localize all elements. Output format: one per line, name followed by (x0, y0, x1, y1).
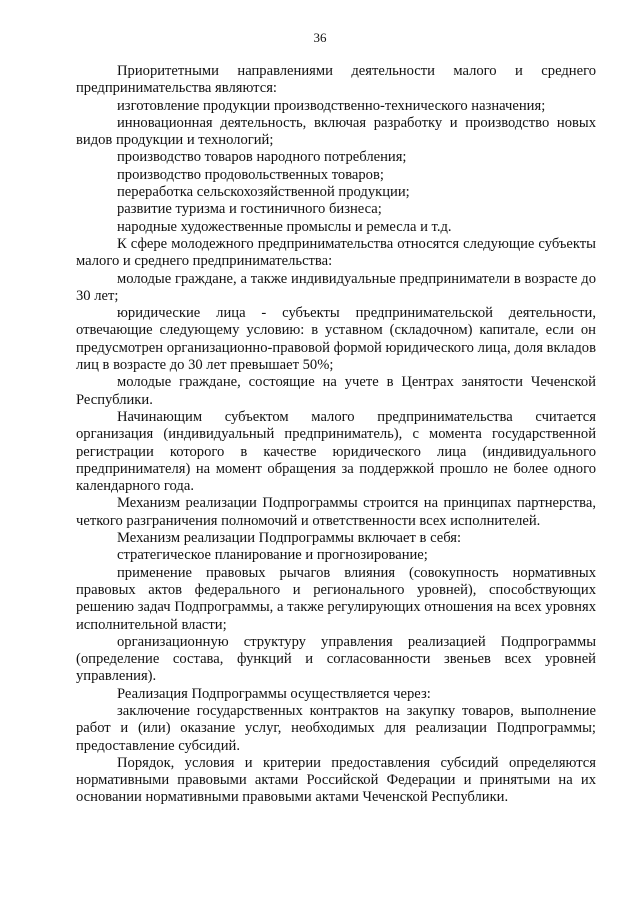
list-item-employment-centers: молодые граждане, состоящие на учете в Центрах занятости Чеченской Республики. (76, 374, 596, 408)
list-item-food-products: производство продовольственных товаров; (117, 166, 384, 183)
list-item-legal-entities: юридические лица - субъекты предпринимательской деятельности, отвечающие следующему условию: в уставном (складочном) капитале, если он предусмотрен организационно-правовой формой юридического лица, доля вкладов лиц в возрасте до 30 лет превышает 50%; (76, 305, 596, 374)
list-item-legal-levers: применение правовых рычагов влияния (совокупность нормативных правовых актов федерального и регионального уровней), способствующих решению задач Подпрограммы, а также регулирующих отношения на всех уровнях исполнительной власти; (76, 564, 596, 633)
list-item-consumer-goods: производство товаров народного потребления; (117, 149, 407, 166)
list-item-state-contracts: заключение государственных контрактов на закупку товаров, выполнение работ и (или) оказание услуг, необходимых для реализации Подпрограммы; предоставление субсидий. (76, 702, 596, 754)
paragraph-youth-entrepreneurship: К сфере молодежного предпринимательства относятся следующие субъекты малого и среднего предпринимательства: (76, 235, 596, 270)
document-body (76, 63, 596, 807)
list-item-strategic-planning: стратегическое планирование и прогнозирование; (117, 547, 428, 564)
list-item-industrial-products: изготовление продукции производственно-технического назначения; (117, 97, 546, 114)
paragraph-mechanism-principles: Механизм реализации Подпрограммы строится на принципах партнерства, четкого разграничения полномочий и ответственности всех исполнителей. (76, 495, 596, 529)
list-item-tourism: развитие туризма и гостиничного бизнеса; (117, 201, 382, 218)
list-item-folk-crafts: народные художественные промыслы и ремесла и т.д. (117, 218, 452, 235)
paragraph-startup-definition: Начинающим субъектом малого предпринимательства считается организация (индивидуальный предприниматель), с момента государственной регистрации которого в качестве юридического лица (индивидуального предпринимателя) на момент обращения за поддержкой прошло не более одного календарного года. (76, 408, 596, 495)
list-item-agricultural-processing: переработка сельскохозяйственной продукции; (117, 184, 410, 201)
list-item-innovation: инновационная деятельность, включая разработку и производство новых видов продукции и технологий; (76, 114, 596, 149)
paragraph-implementation-through: Реализация Подпрограммы осуществляется через: (117, 685, 431, 702)
paragraph-priority-directions: Приоритетными направлениями деятельности малого и среднего предпринимательства являются: (76, 63, 596, 97)
list-item-org-structure: организационную структуру управления реализацией Подпрограммы (определение состава, функций и согласованности звеньев всех уровней управления). (76, 633, 596, 685)
list-item-young-citizens: молодые граждане, а также индивидуальные предприниматели в возрасте до 30 лет; (76, 270, 596, 304)
paragraph-subsidy-procedure: Порядок, условия и критерии предоставления субсидий определяются нормативными правовыми актами Российской Федерации и принятыми на их основании нормативными правовыми актами Чеченской Республики. (76, 754, 596, 806)
paragraph-mechanism-includes: Механизм реализации Подпрограммы включает в себя: (117, 530, 462, 547)
page-number: 36 (313, 30, 327, 45)
